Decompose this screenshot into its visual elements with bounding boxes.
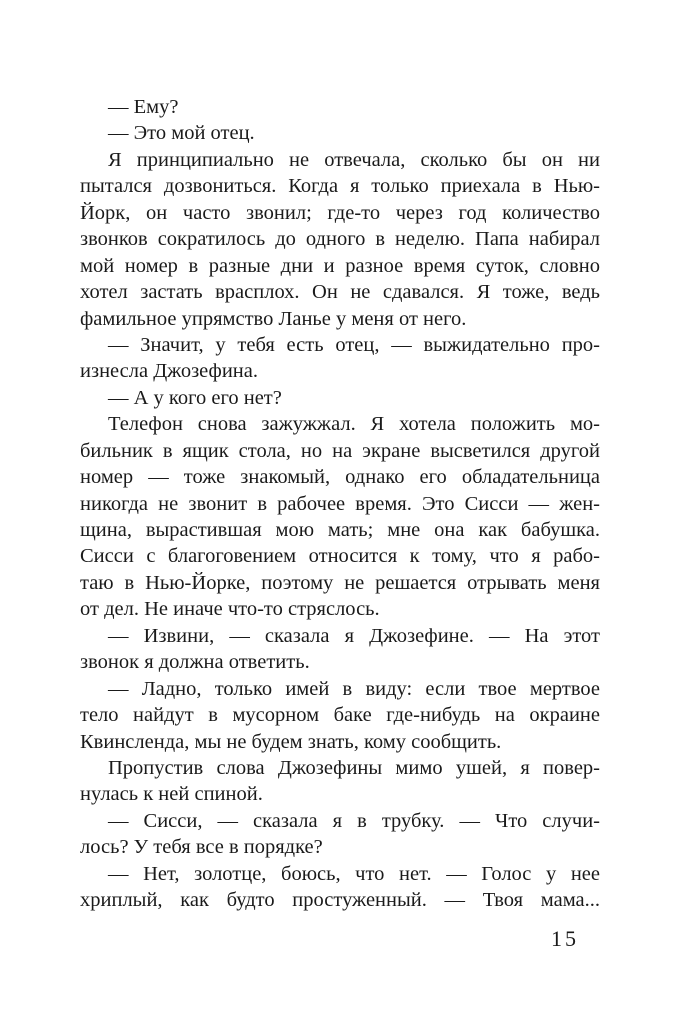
text-line: звонок я должна ответить. — [80, 651, 310, 674]
text-line: — Ладно, только имей в виду: если твое мертвое — [108, 677, 600, 700]
page-number: 15 — [551, 926, 579, 951]
text-line: тело найдут в мусорном баке где-нибудь на окраине — [80, 704, 600, 727]
text-line: — Сисси, — сказала я в трубку. — Что случи- — [108, 809, 600, 832]
text-line: Я принципиально не отвечала, сколько бы он ни — [108, 148, 600, 171]
text-line: фамильное упрямство Ланье у меня от него. — [80, 307, 467, 330]
text-line: никогда не звонит в рабочее время. Это Сисси — жен- — [80, 492, 600, 515]
text-line: лось? У тебя все в порядке? — [80, 836, 323, 859]
text-line: Телефон снова зажужжал. Я хотела положить мо- — [108, 413, 600, 436]
body-text — [80, 94, 600, 914]
text-line: хотел застать врасплох. Он не сдавался. Я тоже, ведь — [80, 281, 600, 304]
text-line: — Ему? — [108, 96, 179, 118]
text-line: таю в Нью-Йорке, поэтому не решается отрывать меня — [80, 571, 600, 594]
text-line: Пропустив слова Джозефины мимо ушей, я повер- — [108, 756, 600, 779]
text-line: пытался дозвониться. Когда я только приехала в Нью- — [80, 175, 600, 198]
text-line: от дел. Не иначе что-то стряслось. — [80, 598, 380, 621]
text-line: нулась к ней спиной. — [80, 783, 263, 806]
text-line: Квинсленда, мы не будем знать, кому сообщить. — [80, 730, 502, 753]
text-line: бильник в ящик стола, но на экране высветился другой — [80, 439, 600, 462]
text-line: — Это мой отец. — [108, 122, 255, 145]
text-line: Сисси с благоговением относится к тому, что я рабо- — [80, 545, 600, 568]
text-line: звонков сократилось до одного в неделю. Папа набирал — [80, 228, 600, 251]
text-line: мой номер в разные дни и разное время суток, словно — [80, 254, 600, 277]
text-line: щина, вырастившая мою мать; мне она как бабушка. — [80, 519, 600, 541]
text-line: хриплый, как будто простуженный. — Твоя мама... — [80, 889, 600, 912]
text-line: — А у кого его нет? — [108, 386, 282, 409]
text-line: — Значит, у тебя есть отец, — выжидательно про- — [108, 333, 600, 356]
text-line: — Извини, — сказала я Джозефине. — На этот — [108, 624, 600, 647]
text-line: Йорк, он часто звонил; где-то через год количество — [80, 201, 600, 224]
text-line: — Нет, золотце, боюсь, что нет. — Голос у нее — [108, 862, 600, 885]
text-line: изнесла Джозефина. — [80, 360, 258, 383]
text-line: номер — тоже знакомый, однако его обладательница — [80, 466, 600, 489]
